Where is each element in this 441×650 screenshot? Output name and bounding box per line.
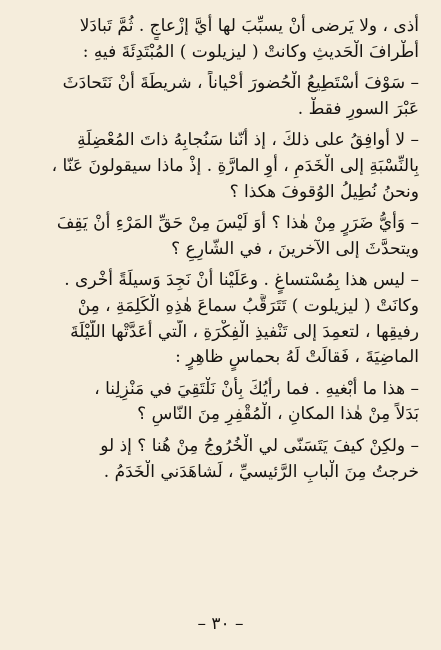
text-line: عَبْرَ السورِ فقطْ .: [297, 98, 419, 119]
text-line: – هذا ما أَبْغيهِ . فما رأيُكَ بِأَنْ نَلْتَقِيَ في مَنْزِلِنا ،: [94, 378, 419, 399]
text-line: ونحنُ نُطِيلُ الوُقوفَ هكذا ؟: [229, 181, 419, 202]
text-line: بِالنِّسْبَةِ إلى الْخَدَمِ ، أَوِ المارَّةِ . إذْ ماذا سيقولونَ عَنّا ،: [51, 155, 419, 176]
text-line: الماضِيَةَ ، فَقالَتْ لَهُ بحماسٍ ظاهِرٍ :: [175, 347, 419, 368]
text-line: – وَأَيُّ ضَرَرٍ مِنْ هٰذا ؟ أَوَ لَيْسَ مِنْ حَقِّ المَرْءِ أنْ يَقِفَ: [56, 213, 419, 234]
paragraph-6: [24, 377, 419, 428]
text-line: – ليس هذا بِمُسْتساغٍ . وعَلَيْنا أنْ نَجِدَ وَسيلَةً أُخْرى .: [64, 270, 419, 291]
text-line: رفيقِها ، لتعمِدَ إلى تَنْفيذِ الْفِكْرَةِ ، الّتي أَعَدَّتْها اللَّيْلَةَ: [70, 321, 419, 342]
text-line: وكانَتْ ( ليزيلوت ) تَتَرَقَّبُ سماعَ هٰذِهِ الْكَلِمَةِ ، مِنْ: [77, 295, 419, 316]
text-line: بَدَلاً مِنْ هٰذا المكانِ ، الْمُقْفِرِ مِنَ النّاسِ ؟: [137, 404, 419, 425]
text-line: أذى ، ولا يَرضى أنْ يسبِّبَ لها أيَّ إزْعاجٍ . ثُمَّ تَبادَلا: [79, 16, 419, 36]
paragraph-2: [24, 71, 419, 122]
paragraph-7: [24, 434, 419, 485]
text-line: – سَوْفَ أَسْتَطِيعُ الْحُضورَ أحْياناً ، شريطَةَ أنْ نَتَحادَثَ: [62, 73, 419, 94]
paragraph-4: [24, 211, 419, 262]
text-line: – لا أُوافِقُ على ذلكَ ، إذ أنّنا سَنُجابِهُ ذاتَ المُعْضِلَةِ: [77, 130, 419, 151]
page-number: – ٣٠ –: [197, 614, 244, 634]
body-text: [24, 14, 419, 485]
text-line: ويتحدَّثَ إلى الآخرينَ ، في الشّارِعِ ؟: [171, 238, 419, 259]
text-line: أَطْرافَ الْحَديثِ وكانتْ ( ليزيلوت ) المُبْتَدِئَةَ فيهِ :: [82, 41, 419, 62]
paragraph-5: [24, 268, 419, 370]
text-line: خرجتُ مِنَ الْبابِ الرَّئيسيِّ ، لَشاهَدَني الْخَدَمُ .: [103, 461, 419, 482]
paragraph-3: [24, 128, 419, 205]
text-line: – ولكِنْ كيفَ يَتَسَنّى لي الْخُرُوجُ مِنْ هُنا ؟ إذ لو: [100, 435, 419, 456]
paragraph-1: [24, 14, 419, 65]
